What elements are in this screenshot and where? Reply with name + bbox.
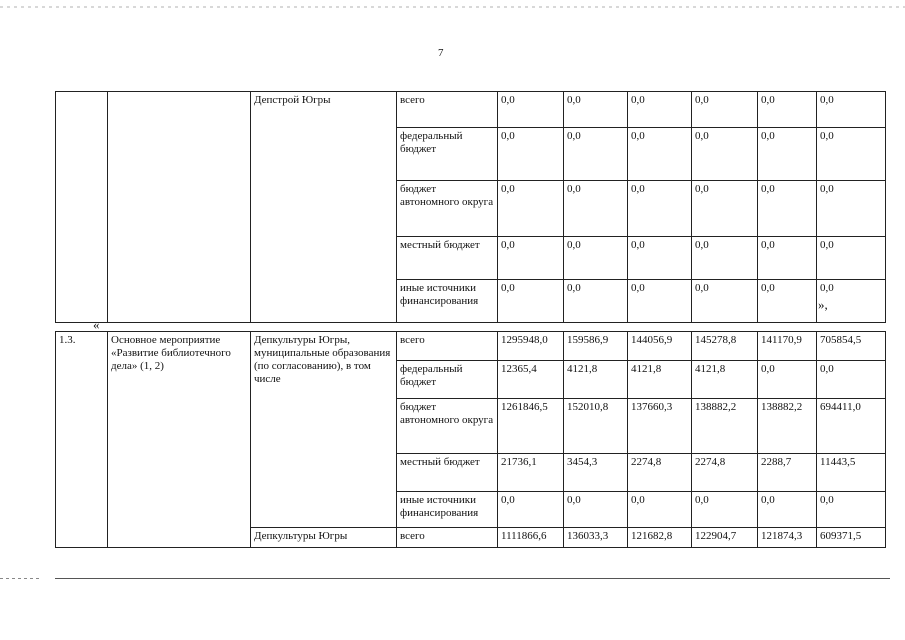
- value-cell: 694411,0: [817, 399, 886, 454]
- funding-source-cell: всего: [397, 528, 498, 548]
- value-cell: 4121,8: [628, 361, 692, 399]
- value-cell: 152010,8: [564, 399, 628, 454]
- value-cell: 1111866,6: [498, 528, 564, 548]
- value-cell: 2288,7: [758, 454, 817, 492]
- value-cell: 0,0: [628, 492, 692, 528]
- value-cell: 137660,3: [628, 399, 692, 454]
- value-cell: 0,0: [758, 128, 817, 181]
- value-cell: 0,0: [692, 92, 758, 128]
- value-cell: 0,0: [498, 181, 564, 237]
- value-cell: 0,0: [564, 237, 628, 280]
- funding-source-cell: федеральный бюджет: [397, 128, 498, 181]
- value-cell: 0,0: [817, 128, 886, 181]
- responsible-cell: Депкультуры Югры: [251, 528, 397, 548]
- value-cell: 0,0: [498, 280, 564, 323]
- value-cell: 159586,9: [564, 332, 628, 361]
- value-cell: 0,0: [628, 280, 692, 323]
- funding-source-cell: бюджет автономного округа: [397, 181, 498, 237]
- value-cell: 609371,5: [817, 528, 886, 548]
- value-cell: 141170,9: [758, 332, 817, 361]
- value-cell: 0,0: [758, 181, 817, 237]
- value-cell: 12365,4: [498, 361, 564, 399]
- value-cell: 136033,3: [564, 528, 628, 548]
- value-cell: 0,0: [817, 492, 886, 528]
- row-number-cell: [56, 92, 108, 323]
- value-cell: 0,0: [758, 92, 817, 128]
- table-row: [56, 332, 886, 361]
- value-cell: 0,0: [628, 128, 692, 181]
- value-cell: 122904,7: [692, 528, 758, 548]
- value-cell: 0,0: [564, 92, 628, 128]
- value-cell: 4121,8: [564, 361, 628, 399]
- value-cell: 1261846,5: [498, 399, 564, 454]
- responsible-cell: Депкультуры Югры, муниципальные образования (по согласованию), в том числе: [251, 332, 397, 528]
- value-cell: 145278,8: [692, 332, 758, 361]
- value-cell: 138882,2: [692, 399, 758, 454]
- activity-cell: Основное мероприятие «Развитие библиотечного дела» (1, 2): [108, 332, 251, 548]
- value-cell: 0,0: [628, 92, 692, 128]
- funding-source-cell: местный бюджет: [397, 454, 498, 492]
- value-cell: 0,0: [758, 492, 817, 528]
- value-cell: 0,0: [692, 128, 758, 181]
- value-cell: 2274,8: [628, 454, 692, 492]
- funding-source-cell: местный бюджет: [397, 237, 498, 280]
- value-cell: 0,0: [817, 280, 886, 323]
- value-cell: 121682,8: [628, 528, 692, 548]
- value-cell: 0,0: [817, 361, 886, 399]
- financing-table-library: [55, 331, 886, 548]
- value-cell: 0,0: [817, 237, 886, 280]
- value-cell: 0,0: [758, 280, 817, 323]
- value-cell: 3454,3: [564, 454, 628, 492]
- value-cell: 0,0: [692, 492, 758, 528]
- value-cell: 1295948,0: [498, 332, 564, 361]
- value-cell: 4121,8: [692, 361, 758, 399]
- page-number: 7: [438, 47, 444, 59]
- value-cell: 705854,5: [817, 332, 886, 361]
- activity-cell: [108, 92, 251, 323]
- value-cell: 0,0: [692, 237, 758, 280]
- financing-table-continuation: [55, 91, 886, 323]
- value-cell: 0,0: [758, 361, 817, 399]
- value-cell: 138882,2: [758, 399, 817, 454]
- value-cell: 11443,5: [817, 454, 886, 492]
- value-cell: 144056,9: [628, 332, 692, 361]
- value-cell: 0,0: [498, 128, 564, 181]
- value-cell: 0,0: [564, 280, 628, 323]
- value-cell: 21736,1: [498, 454, 564, 492]
- value-cell: 0,0: [692, 181, 758, 237]
- value-cell: 0,0: [758, 237, 817, 280]
- funding-source-cell: федеральный бюджет: [397, 361, 498, 399]
- scan-top-edge: [0, 6, 905, 8]
- responsible-cell: Депстрой Югры: [251, 92, 397, 323]
- opening-quote: «: [93, 317, 100, 332]
- value-cell: 0,0: [564, 492, 628, 528]
- value-cell: 0,0: [564, 128, 628, 181]
- funding-source-cell: всего: [397, 332, 498, 361]
- value-cell: 2274,8: [692, 454, 758, 492]
- value-cell: 121874,3: [758, 528, 817, 548]
- value-cell: 0,0: [498, 492, 564, 528]
- value-cell: 0,0: [498, 237, 564, 280]
- funding-source-cell: иные источники финансирования: [397, 492, 498, 528]
- funding-source-cell: всего: [397, 92, 498, 128]
- value-cell: 0,0: [692, 280, 758, 323]
- value-cell: 0,0: [628, 181, 692, 237]
- closing-quote: »,: [818, 297, 828, 312]
- table-row: [56, 92, 886, 128]
- funding-source-cell: иные источники финансирования: [397, 280, 498, 323]
- value-cell: 0,0: [628, 237, 692, 280]
- value-cell: 0,0: [817, 92, 886, 128]
- value-cell: 0,0: [817, 181, 886, 237]
- scan-left-mark: [0, 578, 40, 579]
- row-number-cell: 1.3.: [56, 332, 108, 548]
- value-cell: 0,0: [498, 92, 564, 128]
- page-bottom-rule: [55, 578, 890, 579]
- value-cell: 0,0: [564, 181, 628, 237]
- funding-source-cell: бюджет автономного округа: [397, 399, 498, 454]
